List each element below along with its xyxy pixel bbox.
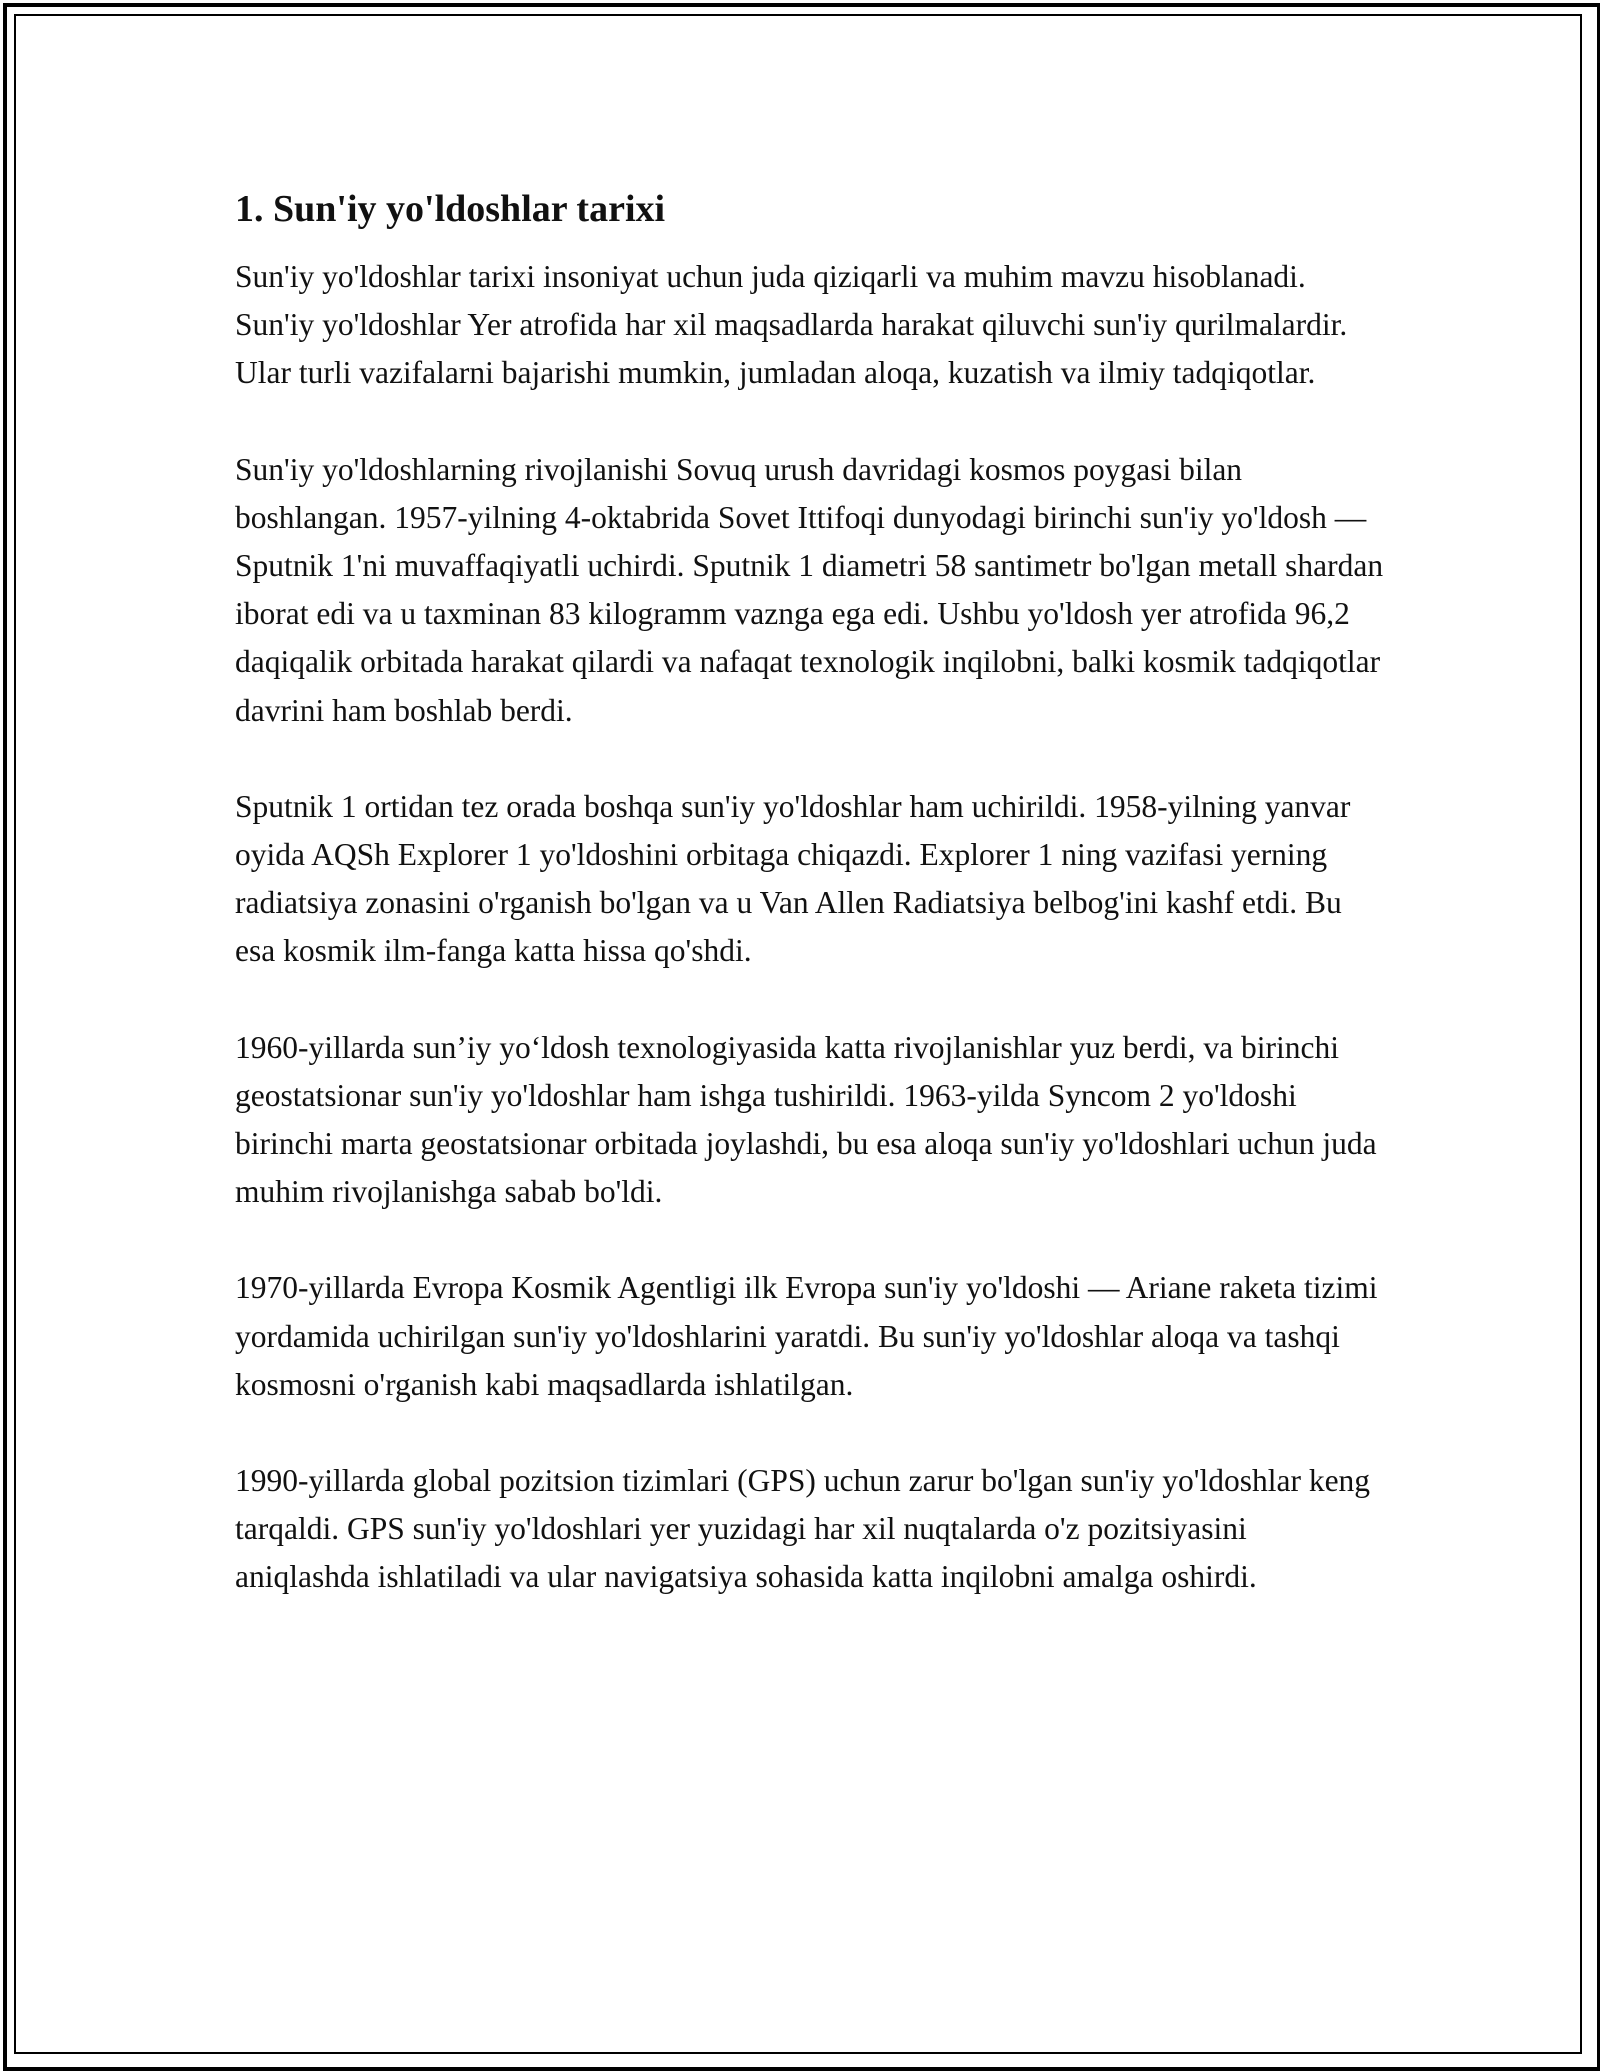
paragraph-sputnik: Sun'iy yo'ldoshlarning rivojlanishi Sovuq urush davridagi kosmos poygasi bilan boshlangan. 1957-yilning 4-oktabrida Sovet Ittifoqi dunyodagi birinchi sun'iy yo'ldosh — Sputnik 1'ni muvaffaqiyatli uchirdi. Sputnik 1 diametri 58 santimetr bo'lgan metall shardan iborat edi va u taxminan 83 kilogramm vaznga ega edi. Ushbu yo'ldosh yer atrofida 96,2 daqiqalik orbitada harakat qilardi va nafaqat texnologik inqilobni, balki kosmik tadqiqotlar davrini ham boshlab berdi.: [235, 451, 1384, 728]
paragraph-1970s: 1970-yillarda Evropa Kosmik Agentligi ilk Evropa sun'iy yo'ldoshi — Ariane raketa tizimi yordamida uchirilgan sun'iy yo'ldoshlarini yaratdi. Bu sun'iy yo'ldoshlar aloqa va tashqi kosmosni o'rganish kabi maqsadlarda ishlatilgan.: [235, 1270, 1378, 1402]
paragraph-1990s: 1990-yillarda global pozitsion tizimlari (GPS) uchun zarur bo'lgan sun'iy yo'ldoshlar keng tarqaldi. GPS sun'iy yo'ldoshlari yer yuzidagi har xil nuqtalarda o'z pozitsiyasini aniqlashda ishlatiladi va ular navigatsiya sohasida katta inqilobni amalga oshirdi.: [235, 1463, 1371, 1595]
document-body: [235, 185, 1385, 1650]
paragraph-intro: Sun'iy yo'ldoshlar tarixi insoniyat uchun juda qiziqarli va muhim mavzu hisoblanadi. Sun'iy yo'ldoshlar Yer atrofida har xil maqsadlarda harakat qiluvchi sun'iy qurilmalardir. Ular turli vazifalarni bajarishi mumkin, jumladan aloqa, kuzatish va ilmiy tadqiqotlar.: [235, 259, 1348, 391]
section-heading: 1. Sun'iy yo'ldoshlar tarixi: [235, 188, 666, 230]
paragraph-explorer: Sputnik 1 ortidan tez orada boshqa sun'iy yo'ldoshlar ham uchirildi. 1958-yilning yanvar oyida AQSh Explorer 1 yo'ldoshini orbitaga chiqazdi. Explorer 1 ning vazifasi yerning radiatsiya zonasini o'rganish bo'lgan va u Van Allen Radiatsiya belbog'ini kashf etdi. Bu esa kosmik ilm-fanga katta hissa qo'shdi.: [235, 788, 1351, 969]
paragraph-1960s: 1960-yillarda sun’iy yo‘ldosh texnologiyasida katta rivojlanishlar yuz berdi, va birinchi geostatsionar sun'iy yo'ldoshlar ham ishga tushirildi. 1963-yilda Syncom 2 yo'ldoshi birinchi marta geostatsionar orbitada joylashdi, bu esa aloqa sun'iy yo'ldoshlari uchun juda muhim rivojlanishga sabab bo'ldi.: [235, 1029, 1377, 1210]
